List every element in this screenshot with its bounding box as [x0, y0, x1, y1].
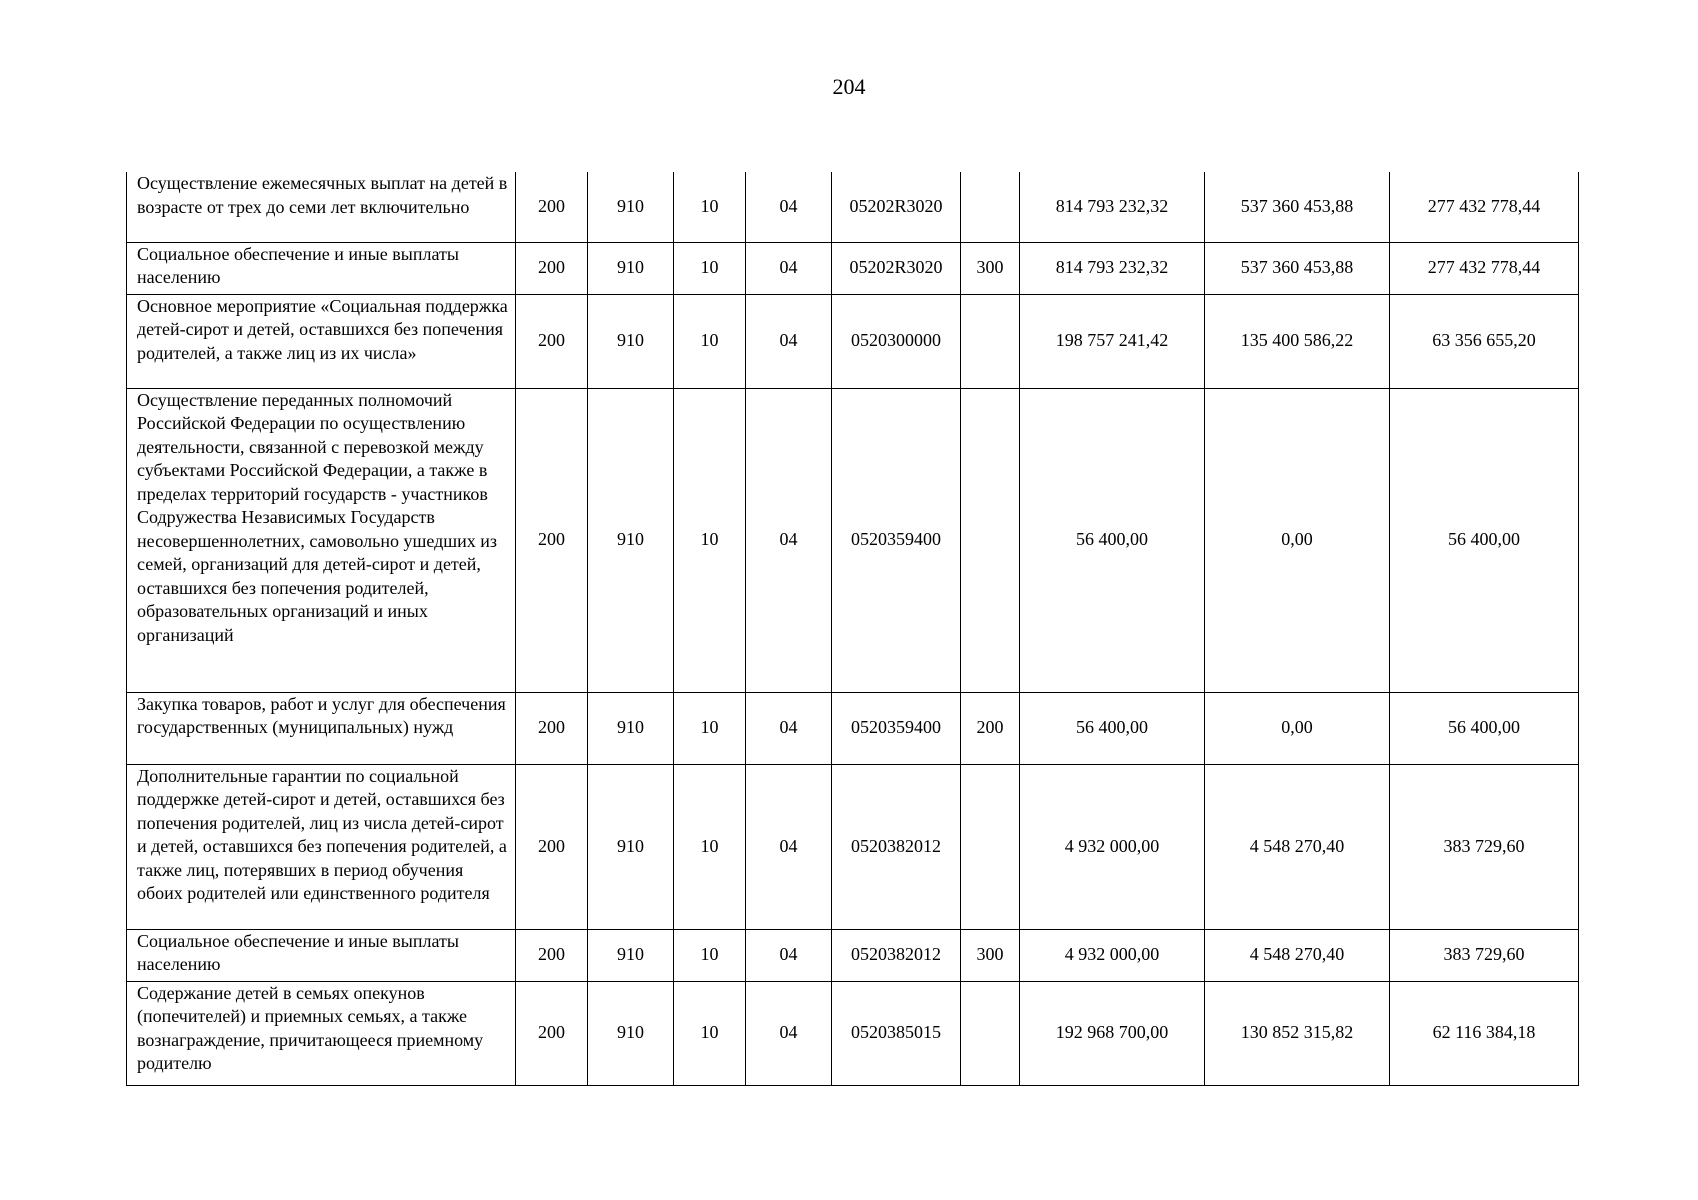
table-row [127, 294, 1579, 388]
cell-code: 200 [516, 764, 588, 929]
cell-code: 10 [674, 981, 746, 1085]
table-row [127, 929, 1579, 981]
cell-amount: 56 400,00 [1390, 388, 1579, 692]
cell-code: 0520382012 [832, 929, 961, 981]
table-row [127, 388, 1579, 692]
cell-amount: 198 757 241,42 [1020, 294, 1205, 388]
row-name: Закупка товаров, работ и услуг для обеспечения государственных (муниципальных) нужд [127, 692, 516, 764]
cell-code: 10 [674, 172, 746, 242]
budget-table [126, 172, 1579, 1086]
cell-amount: 0,00 [1205, 388, 1390, 692]
cell-code: 04 [746, 981, 832, 1085]
row-name: Дополнительные гарантии по социальной поддержке детей-сирот и детей, оставшихся без попечения родителей, лиц из числа детей-сирот и детей, оставшихся без попечения родителей, а также лиц, потерявших в период обучения обоих родителей или единственного родителя [127, 764, 516, 929]
table-row [127, 981, 1579, 1085]
cell-code [961, 388, 1020, 692]
cell-amount: 4 548 270,40 [1205, 929, 1390, 981]
page-number: 204 [832, 74, 866, 99]
cell-code: 910 [588, 388, 674, 692]
cell-code [961, 981, 1020, 1085]
cell-code: 0520359400 [832, 692, 961, 764]
cell-code: 910 [588, 929, 674, 981]
cell-code: 200 [516, 388, 588, 692]
table-row [127, 172, 1579, 242]
cell-code [961, 172, 1020, 242]
cell-amount: 814 793 232,32 [1020, 242, 1205, 294]
cell-code: 0520300000 [832, 294, 961, 388]
cell-code [961, 294, 1020, 388]
cell-code: 200 [516, 172, 588, 242]
cell-amount: 383 729,60 [1390, 929, 1579, 981]
table-row [127, 764, 1579, 929]
cell-amount: 56 400,00 [1020, 692, 1205, 764]
cell-code: 04 [746, 764, 832, 929]
cell-code: 200 [516, 929, 588, 981]
cell-code: 200 [516, 242, 588, 294]
cell-code: 200 [516, 981, 588, 1085]
cell-amount: 4 932 000,00 [1020, 929, 1205, 981]
cell-code: 10 [674, 692, 746, 764]
cell-amount: 537 360 453,88 [1205, 172, 1390, 242]
cell-code: 04 [746, 242, 832, 294]
cell-code: 10 [674, 294, 746, 388]
cell-amount: 192 968 700,00 [1020, 981, 1205, 1085]
cell-code: 04 [746, 692, 832, 764]
cell-code: 04 [746, 294, 832, 388]
cell-code: 0520385015 [832, 981, 961, 1085]
cell-amount: 56 400,00 [1020, 388, 1205, 692]
cell-amount: 277 432 778,44 [1390, 172, 1579, 242]
cell-code: 04 [746, 172, 832, 242]
cell-amount: 135 400 586,22 [1205, 294, 1390, 388]
cell-amount: 63 356 655,20 [1390, 294, 1579, 388]
cell-amount: 130 852 315,82 [1205, 981, 1390, 1085]
cell-code: 200 [516, 294, 588, 388]
cell-code: 910 [588, 294, 674, 388]
row-name: Социальное обеспечение и иные выплаты населению [127, 929, 516, 981]
cell-code: 910 [588, 981, 674, 1085]
cell-amount: 4 932 000,00 [1020, 764, 1205, 929]
cell-code: 200 [516, 692, 588, 764]
cell-amount: 537 360 453,88 [1205, 242, 1390, 294]
row-name: Осуществление ежемесячных выплат на детей в возрасте от трех до семи лет включительно [127, 172, 516, 242]
cell-amount: 0,00 [1205, 692, 1390, 764]
cell-code: 10 [674, 388, 746, 692]
cell-code: 910 [588, 172, 674, 242]
cell-amount: 56 400,00 [1390, 692, 1579, 764]
cell-code: 04 [746, 929, 832, 981]
cell-code: 05202R3020 [832, 242, 961, 294]
cell-code: 10 [674, 929, 746, 981]
cell-code [961, 764, 1020, 929]
cell-code: 0520359400 [832, 388, 961, 692]
cell-code: 910 [588, 692, 674, 764]
row-name: Основное мероприятие «Социальная поддержка детей-сирот и детей, оставшихся без попечения родителей, а также лиц из их числа» [127, 294, 516, 388]
cell-code: 10 [674, 242, 746, 294]
cell-amount: 4 548 270,40 [1205, 764, 1390, 929]
cell-amount: 814 793 232,32 [1020, 172, 1205, 242]
cell-code: 300 [961, 929, 1020, 981]
cell-code: 05202R3020 [832, 172, 961, 242]
cell-code: 910 [588, 764, 674, 929]
cell-code: 200 [961, 692, 1020, 764]
cell-code: 300 [961, 242, 1020, 294]
cell-code: 10 [674, 764, 746, 929]
cell-code: 0520382012 [832, 764, 961, 929]
table-row [127, 242, 1579, 294]
table-row [127, 692, 1579, 764]
row-name: Содержание детей в семьях опекунов (попечителей) и приемных семьях, а также вознаграждение, причитающееся приемному родителю [127, 981, 516, 1085]
cell-code: 910 [588, 242, 674, 294]
cell-amount: 383 729,60 [1390, 764, 1579, 929]
row-name: Социальное обеспечение и иные выплаты населению [127, 242, 516, 294]
cell-amount: 62 116 384,18 [1390, 981, 1579, 1085]
cell-code: 04 [746, 388, 832, 692]
cell-amount: 277 432 778,44 [1390, 242, 1579, 294]
row-name: Осуществление переданных полномочий Российской Федерации по осуществлению деятельности, связанной с перевозкой между субъектами Российской Федерации, а также в пределах территорий государств - участников Содружества Независимых Государств несовершеннолетних, самовольно ушедших из семей, организаций для детей-сирот и детей, оставшихся без попечения родителей, образовательных организаций и иных организаций [127, 388, 516, 692]
